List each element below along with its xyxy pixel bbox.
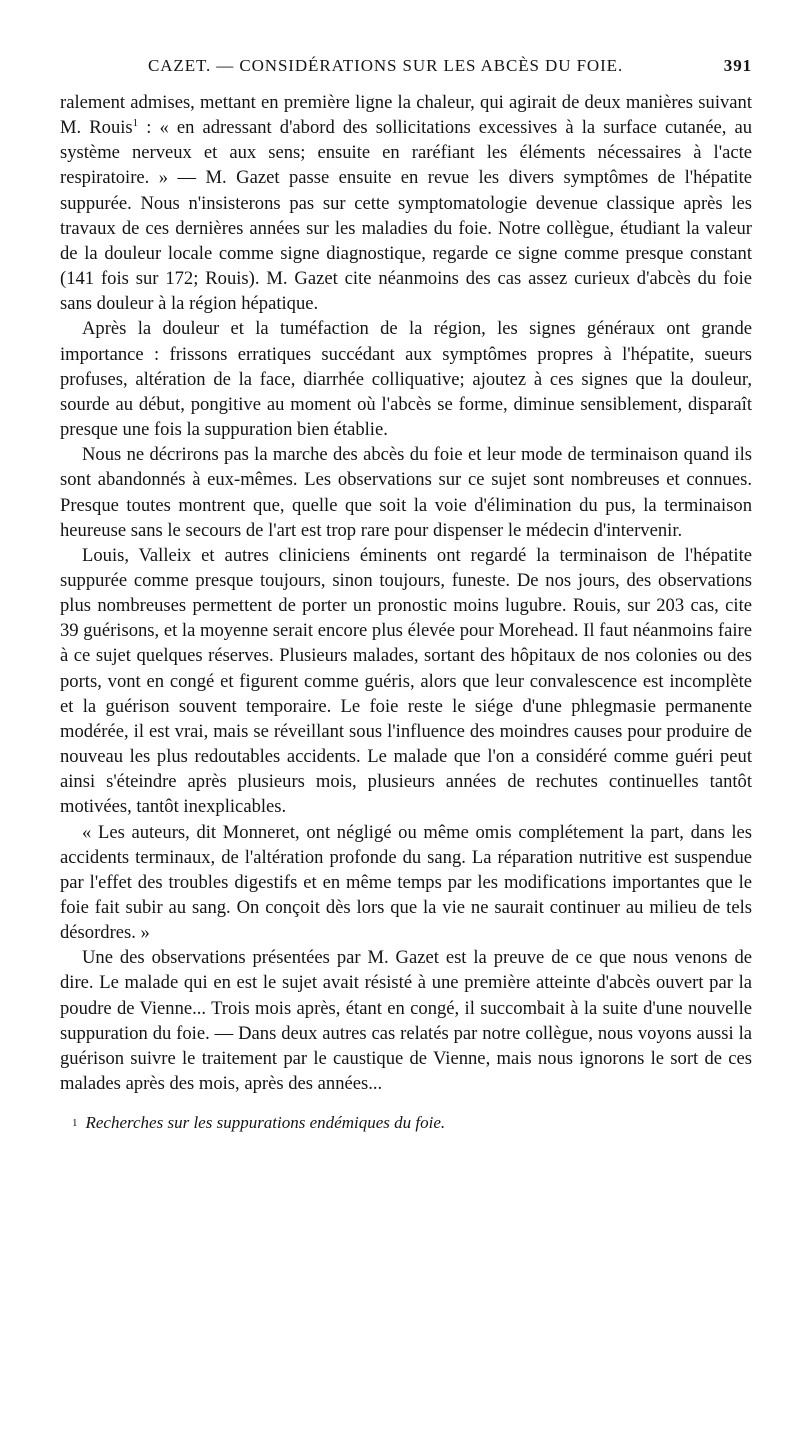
footnote bbox=[60, 1112, 752, 1134]
paragraph-1 bbox=[60, 90, 752, 316]
paragraph-6: Une des observations présentées par M. Gazet est la preuve de ce que nous venons de dire. Le malade qui en est le sujet avait résisté à une première atteinte d'abcès ouvert par la poudre de Vienne... Trois mois après, étant en congé, il succombait à la suite d'une nouvelle suppuration du foie. — Dans deux autres cas relatés par notre collègue, nous voyons aussi la guérison suivre le traitement par le caustique de Vienne, mais nous ignorons le sort de ces malades après des mois, après des années... bbox=[60, 947, 752, 1095]
paragraph-4: Louis, Valleix et autres cliniciens éminents ont regardé la terminaison de l'hépatite suppurée comme presque toujours, sinon toujours, funeste. De nos jours, des observations plus nombreuses permettent de porter un pronostic moins lugubre. Rouis, sur 203 cas, cite 39 guérisons, et la moyenne serait encore plus élevée pour Morehead. Il faut néanmoins faire à ce sujet quelques réserves. Plusieurs malades, sortant des hôpitaux de nos colonies ou des ports, vont en congé et figurent comme guéris, alors que leur convalescence est incomplète et la guérison souvent temporaire. Le foie reste le siége d'une phlegmasie permanente modérée, il est vrai, mais se réveillant sous l'influence des moindres causes pour produire de nouveau les plus redoutables accidents. Le malade que l'on a considéré comme guéri peut ainsi s'éteindre après plusieurs mois, plusieurs années de rechutes continuelles tantôt motivées, tantôt inexplicables. bbox=[60, 544, 752, 818]
footnote-text: Recherches sur les suppurations endémiques du foie. bbox=[85, 1113, 446, 1133]
paragraph-1-text-before: ralement admises, mettant en première ligne la chaleur, qui agirait de deux manières suivant M. Rouis bbox=[60, 92, 752, 139]
running-head bbox=[60, 56, 752, 82]
footnote-marker: 1 bbox=[72, 1117, 78, 1130]
body-text bbox=[60, 90, 752, 1096]
paragraph-2: Après la douleur et la tuméfaction de la région, les signes généraux ont grande importance : frissons erratiques succédant aux symptômes propres à l'hépatite, sueurs profuses, altération de la face, diarrhée colliquative; ajoutez à ces signes que la douleur, sourde au début, pongitive au moment où l'abcès se forme, diminue sensiblement, disparaît presque une fois la suppuration bien établie. bbox=[60, 318, 752, 441]
paragraph-3: Nous ne décrirons pas la marche des abcès du foie et leur mode de terminaison quand ils sont abandonnés à eux-mêmes. Les observations sur ce sujet sont nombreuses et connues. Presque toutes montrent que, quelle que soit la voie d'élimination du pus, la terminaison heureuse sans le secours de l'art est trop rare pour dispenser le médecin d'intervenir. bbox=[60, 444, 752, 541]
document-page bbox=[60, 56, 752, 1134]
footnote-reference: 1 bbox=[132, 116, 139, 129]
running-title: CAZET. — CONSIDÉRATIONS SUR LES ABCÈS DU FOIE. bbox=[148, 56, 624, 75]
paragraph-1-text-after: : « en adressant d'abord des sollicitations excessives à la surface cutanée, au système nerveux et aux sens; ensuite en raréfiant les éléments nécessaires à l'acte respiratoire. » — M. Gazet passe ensuite en revue les divers symptômes de l'hépatite suppurée. Nous n'insisterons pas sur cette symptomatologie devenue classique après les travaux de ces dernières années sur les maladies du foie. Notre collègue, étudiant la valeur de la douleur locale comme signe diagnostique, regarde ce signe comme presque constant (141 fois sur 172; Rouis). M. Gazet cite néanmoins des cas assez curieux d'abcès du foie sans douleur à la région hépatique. bbox=[60, 117, 753, 315]
page-number: 391 bbox=[723, 56, 752, 75]
paragraph-5-quotation: « Les auteurs, dit Monneret, ont négligé ou même omis complétement la part, dans les accidents terminaux, de l'altération profonde du sang. La réparation nutritive est suspendue par l'effet des troubles digestifs et en même temps par les modifications importantes que le foie fait subir au sang. On conçoit dès lors que la vie ne saurait continuer au milieu de tels désordres. » bbox=[60, 821, 752, 944]
